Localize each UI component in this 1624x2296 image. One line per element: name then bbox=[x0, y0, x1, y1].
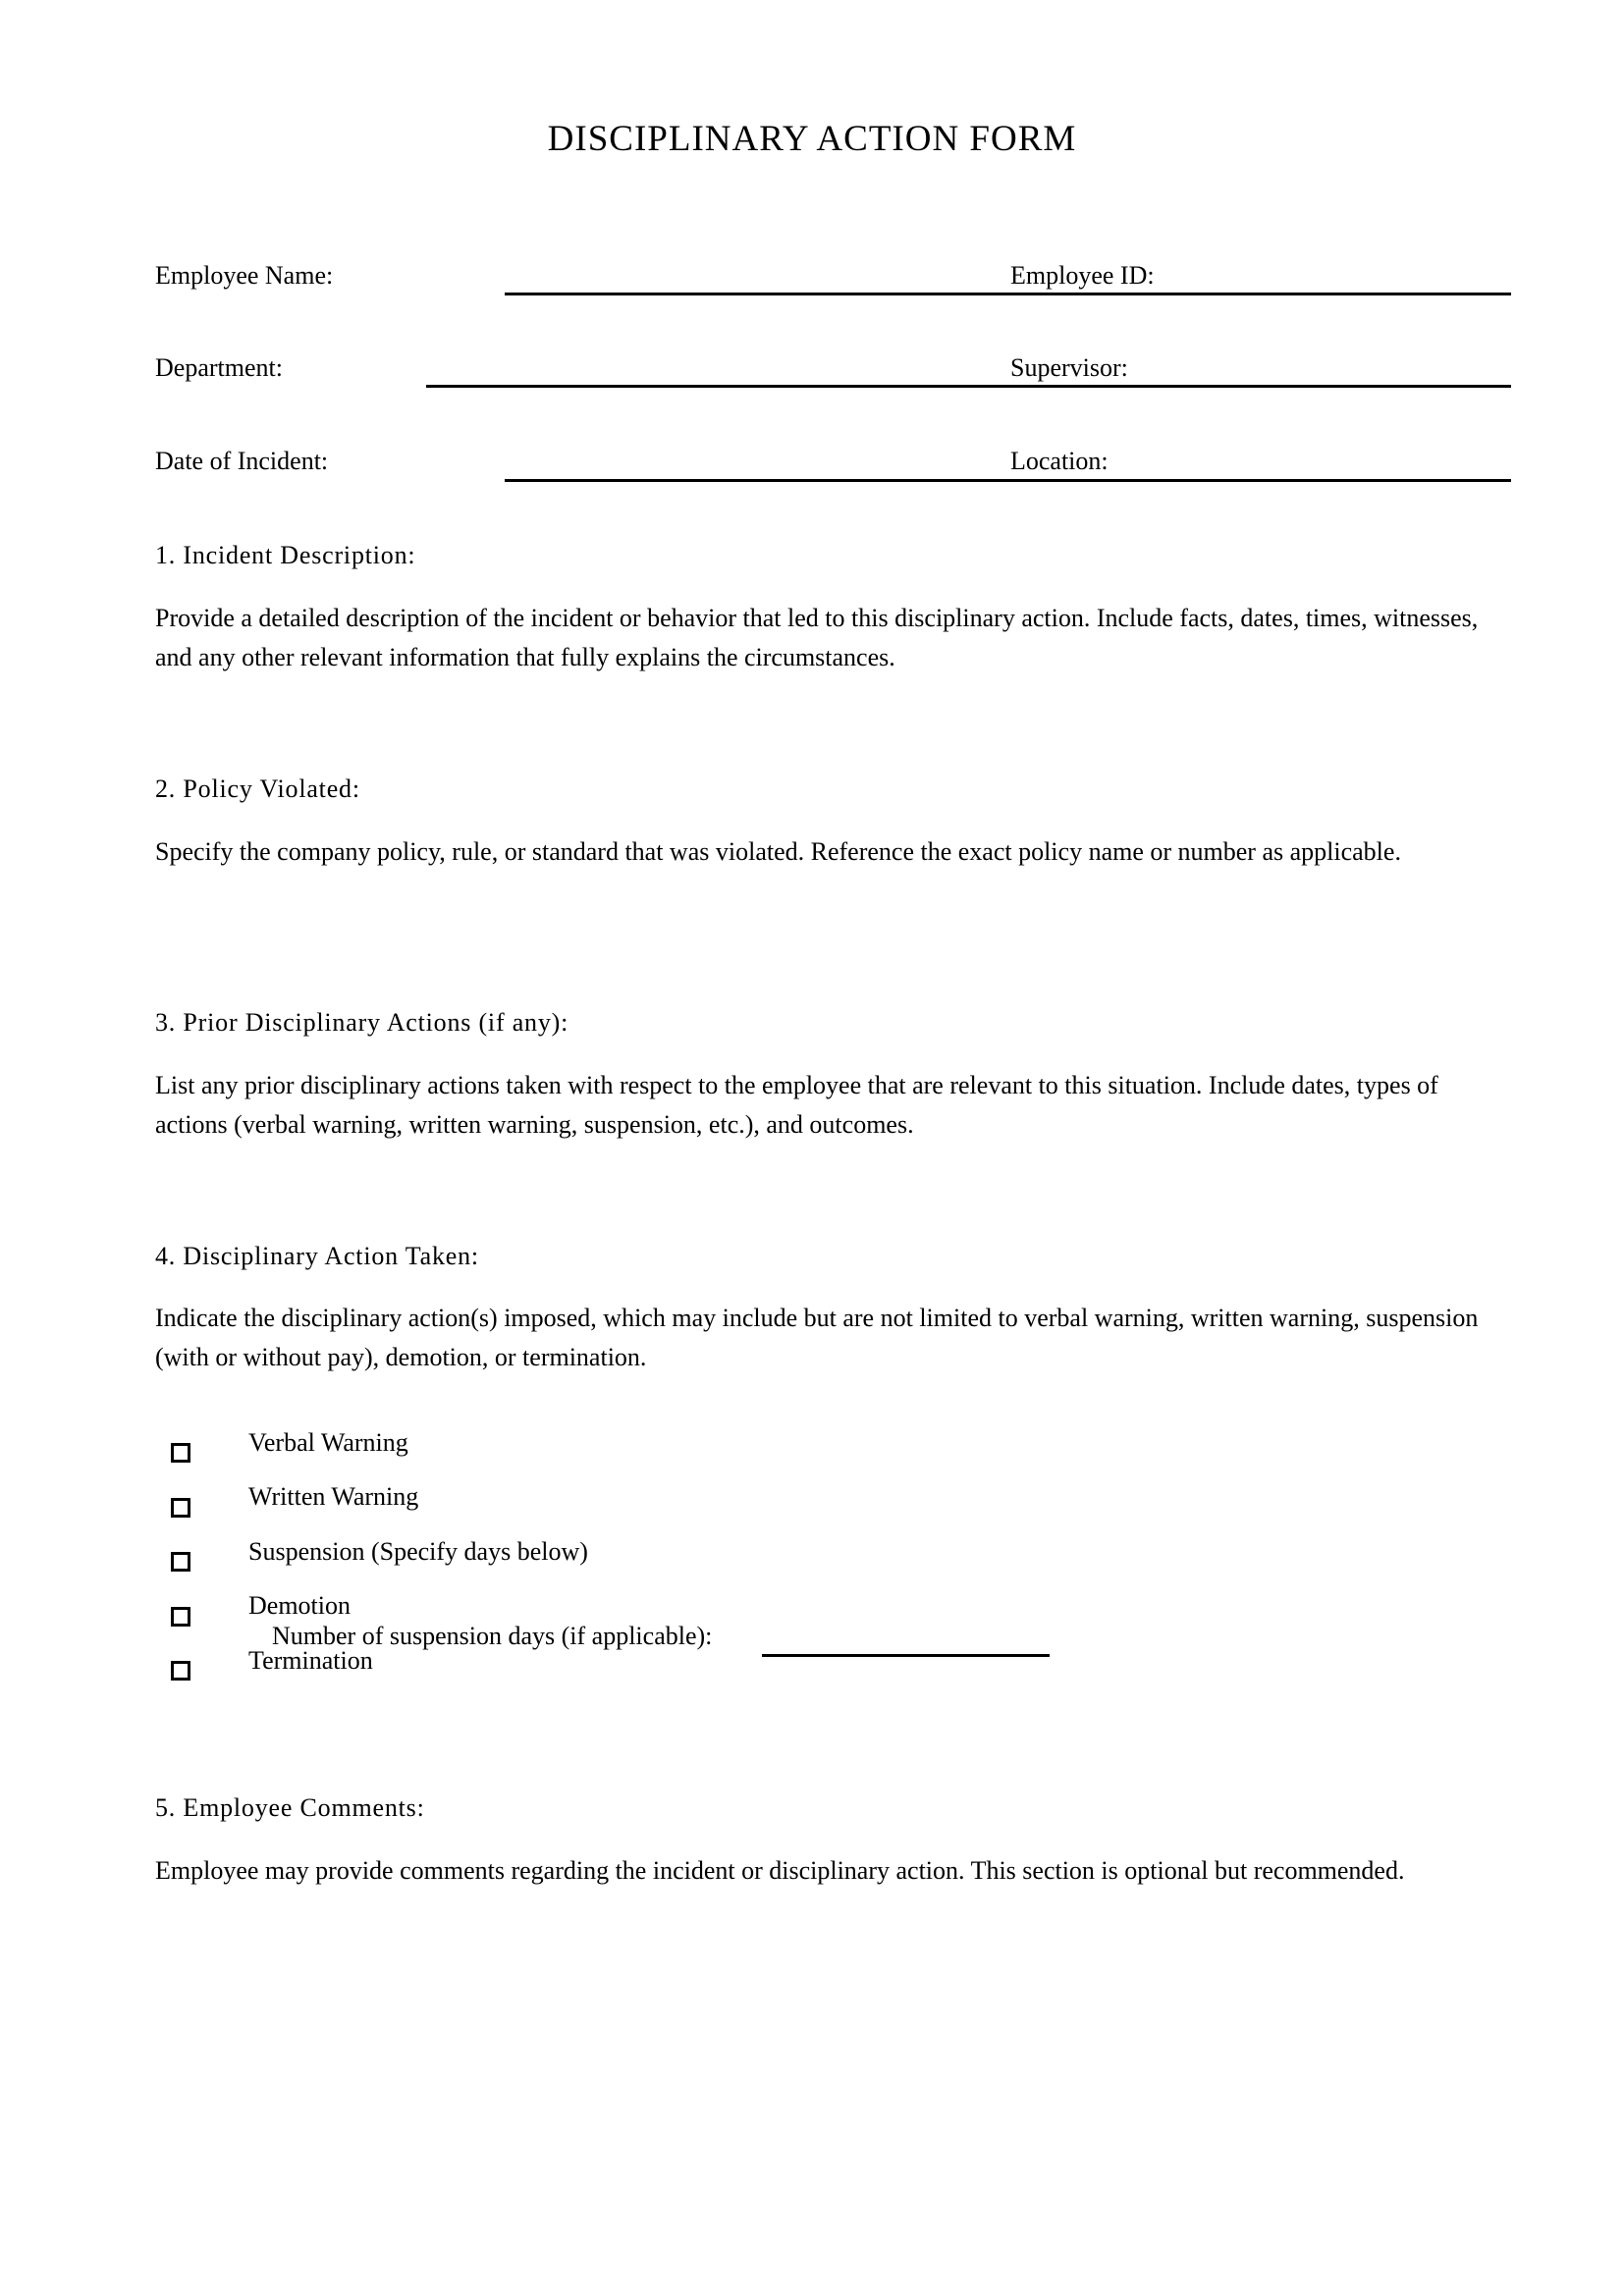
section-heading-employee-comments: 5. Employee Comments: bbox=[155, 1793, 425, 1822]
employee-id-label: Employee ID: bbox=[1010, 261, 1155, 290]
department-field[interactable] bbox=[426, 385, 1511, 388]
section-heading-action-taken: 4. Disciplinary Action Taken: bbox=[155, 1242, 479, 1270]
suspension-days-field[interactable] bbox=[762, 1654, 1050, 1657]
employee-name-field[interactable] bbox=[505, 293, 1511, 295]
suspension-days-label: Number of suspension days (if applicable): bbox=[272, 1622, 713, 1650]
section-text-policy-violated: Specify the company policy, rule, or standard that was violated. Reference the exact policy name or number as applicable. bbox=[155, 837, 1401, 866]
supervisor-label: Supervisor: bbox=[1010, 353, 1128, 382]
termination-label: Termination bbox=[248, 1646, 373, 1675]
section-text-prior-actions: List any prior disciplinary actions taken with respect to the employee that are relevant to this situation. Include dates, types of actions (verbal warning, written warning, suspension, etc.), and outcomes. bbox=[155, 1071, 1438, 1139]
written-warning-checkbox[interactable] bbox=[171, 1498, 190, 1518]
section-text-employee-comments: Employee may provide comments regarding the incident or disciplinary action. This section is optional but recommended. bbox=[155, 1856, 1405, 1885]
form-title: DISCIPLINARY ACTION FORM bbox=[547, 119, 1077, 159]
suspension-checkbox[interactable] bbox=[171, 1552, 190, 1572]
section-heading-policy-violated: 2. Policy Violated: bbox=[155, 774, 360, 803]
location-label: Location: bbox=[1010, 447, 1109, 475]
suspension-label: Suspension (Specify days below) bbox=[248, 1537, 588, 1566]
section-text-action-taken: Indicate the disciplinary action(s) imposed, which may include but are not limited to verbal warning, written warning, suspension (with or without pay), demotion, or termination. bbox=[155, 1304, 1479, 1371]
verbal-warning-checkbox[interactable] bbox=[171, 1443, 190, 1463]
department-label: Department: bbox=[155, 353, 283, 382]
termination-checkbox[interactable] bbox=[171, 1661, 190, 1681]
section-text-incident-description: Provide a detailed description of the incident or behavior that led to this disciplinary action. Include facts, dates, times, witnesses, and any other relevant information that fully explains the circumstances. bbox=[155, 604, 1479, 671]
written-warning-label: Written Warning bbox=[248, 1482, 419, 1511]
verbal-warning-label: Verbal Warning bbox=[248, 1428, 408, 1457]
date-of-incident-label: Date of Incident: bbox=[155, 447, 329, 475]
demotion-label: Demotion bbox=[248, 1591, 351, 1620]
date-of-incident-field[interactable] bbox=[505, 479, 1511, 482]
section-heading-prior-actions: 3. Prior Disciplinary Actions (if any): bbox=[155, 1008, 569, 1037]
demotion-checkbox[interactable] bbox=[171, 1607, 190, 1627]
section-heading-incident-description: 1. Incident Description: bbox=[155, 541, 416, 569]
employee-name-label: Employee Name: bbox=[155, 261, 334, 290]
